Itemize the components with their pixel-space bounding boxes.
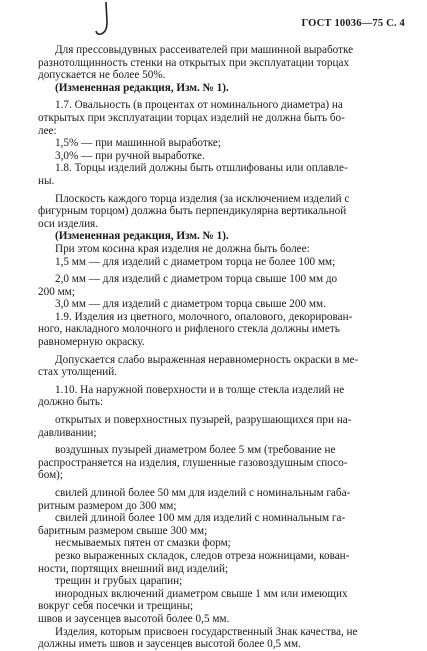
text-line: 2,0 мм — для изделий с диаметром торца свыше 100 мм до	[55, 273, 338, 286]
text-line: ности, портящих внешний вид изделий;	[38, 562, 229, 575]
text-line: открытых при эксплуатации торцах изделий не должна быть бо-	[38, 111, 345, 124]
text-line: оси изделия.	[38, 217, 98, 230]
text-line: фигурным торцом) должна быть перпендикулярна вертикальной	[38, 205, 347, 218]
text-line: открытых и поверхностных пузырей, разрушающихся при на-	[55, 414, 352, 427]
text-line: ритным размером до 300 мм;	[38, 499, 177, 512]
text-line: трещин и грубых царапин;	[55, 575, 183, 588]
revision-note: (Измененная редакция, Изм. № 1).	[55, 81, 229, 94]
text-line: воздушных пузырей диаметром более 5 мм (требование не	[55, 444, 336, 457]
text-line: 1.7. Овальность (в процентах от номинального диаметра) на	[55, 99, 343, 112]
text-line: резко выраженных складок, следов отреза ножницами, кован-	[55, 549, 350, 562]
text-line: 1.9. Изделия из цветного, молочного, опалового, декорирован-	[55, 310, 353, 323]
text-line: должно быть:	[38, 396, 104, 409]
text-line: 3,0% — при ручной выработке.	[55, 149, 205, 162]
text-line: Изделия, которым присвоен государственный Знак качества, не	[55, 625, 358, 638]
text-line: При этом косина края изделия не должна быть более:	[55, 242, 310, 255]
text-line: разнотолщинность стенки на открытых при эксплуатации торцах	[38, 56, 350, 69]
text-line: несмываемых пятен от смазки форм;	[55, 537, 231, 550]
text-line: 1,5% — при машинной выработке;	[55, 137, 221, 150]
document-body	[38, 44, 403, 651]
text-line: Для прессовыдувных рассеивателей при машинной выработке	[55, 44, 354, 56]
text-line: допускается не более 50%.	[38, 69, 166, 82]
text-line: стах утолщений.	[38, 366, 118, 379]
pen-mark	[93, 0, 115, 40]
text-line: вокруг себя посечки и трещины;	[38, 600, 194, 613]
text-line: лее:	[38, 124, 57, 137]
text-line: инородных включений диаметром свыше 1 мм или имеющих	[55, 587, 348, 600]
text-line: швов и заусенцев высотой более 0,5 мм.	[38, 612, 230, 625]
text-line: ны.	[38, 174, 55, 187]
text-line: 1,5 мм — для изделий с диаметром торца не более 100 мм;	[55, 255, 336, 268]
text-line: баритным размером свыше 300 мм;	[38, 524, 208, 537]
text-line: 1.8. Торцы изделий должны быть отшлифованы или оплавле-	[55, 162, 348, 175]
text-line: давливании;	[38, 426, 97, 439]
text-line: Допускается слабо выраженная неравномерность окраски в ме-	[55, 353, 359, 366]
text-line: 200 мм;	[38, 285, 75, 298]
text-line: распространяется на изделия, глушенные газовоздушным спосо-	[38, 456, 348, 469]
text-line: свилей длиной более 100 мм для изделий с номинальным га-	[55, 512, 346, 525]
text-line: Плоскость каждого торца изделия (за исключением изделий с	[55, 192, 350, 205]
text-line: ного, накладного молочного и рифленого стекла должны иметь	[38, 323, 340, 336]
revision-note: (Измененная редакция, Изм. № 1).	[55, 230, 229, 243]
text-line: 1.10. На наружной поверхности и в толще стекла изделий не	[55, 383, 345, 396]
text-line: бом);	[38, 469, 63, 482]
page-header: ГОСТ 10036—75 С. 4	[301, 18, 405, 29]
text-line: 3,0 мм — для изделий с диаметром торца свыше 200 мм.	[55, 298, 326, 311]
text-line: свилей длиной более 50 мм для изделий с номинальным габа-	[55, 487, 351, 499]
text-line: равномерную окраску.	[38, 336, 145, 349]
text-line: должны иметь швов и заусенцев высотой более 0,5 мм.	[38, 638, 301, 651]
